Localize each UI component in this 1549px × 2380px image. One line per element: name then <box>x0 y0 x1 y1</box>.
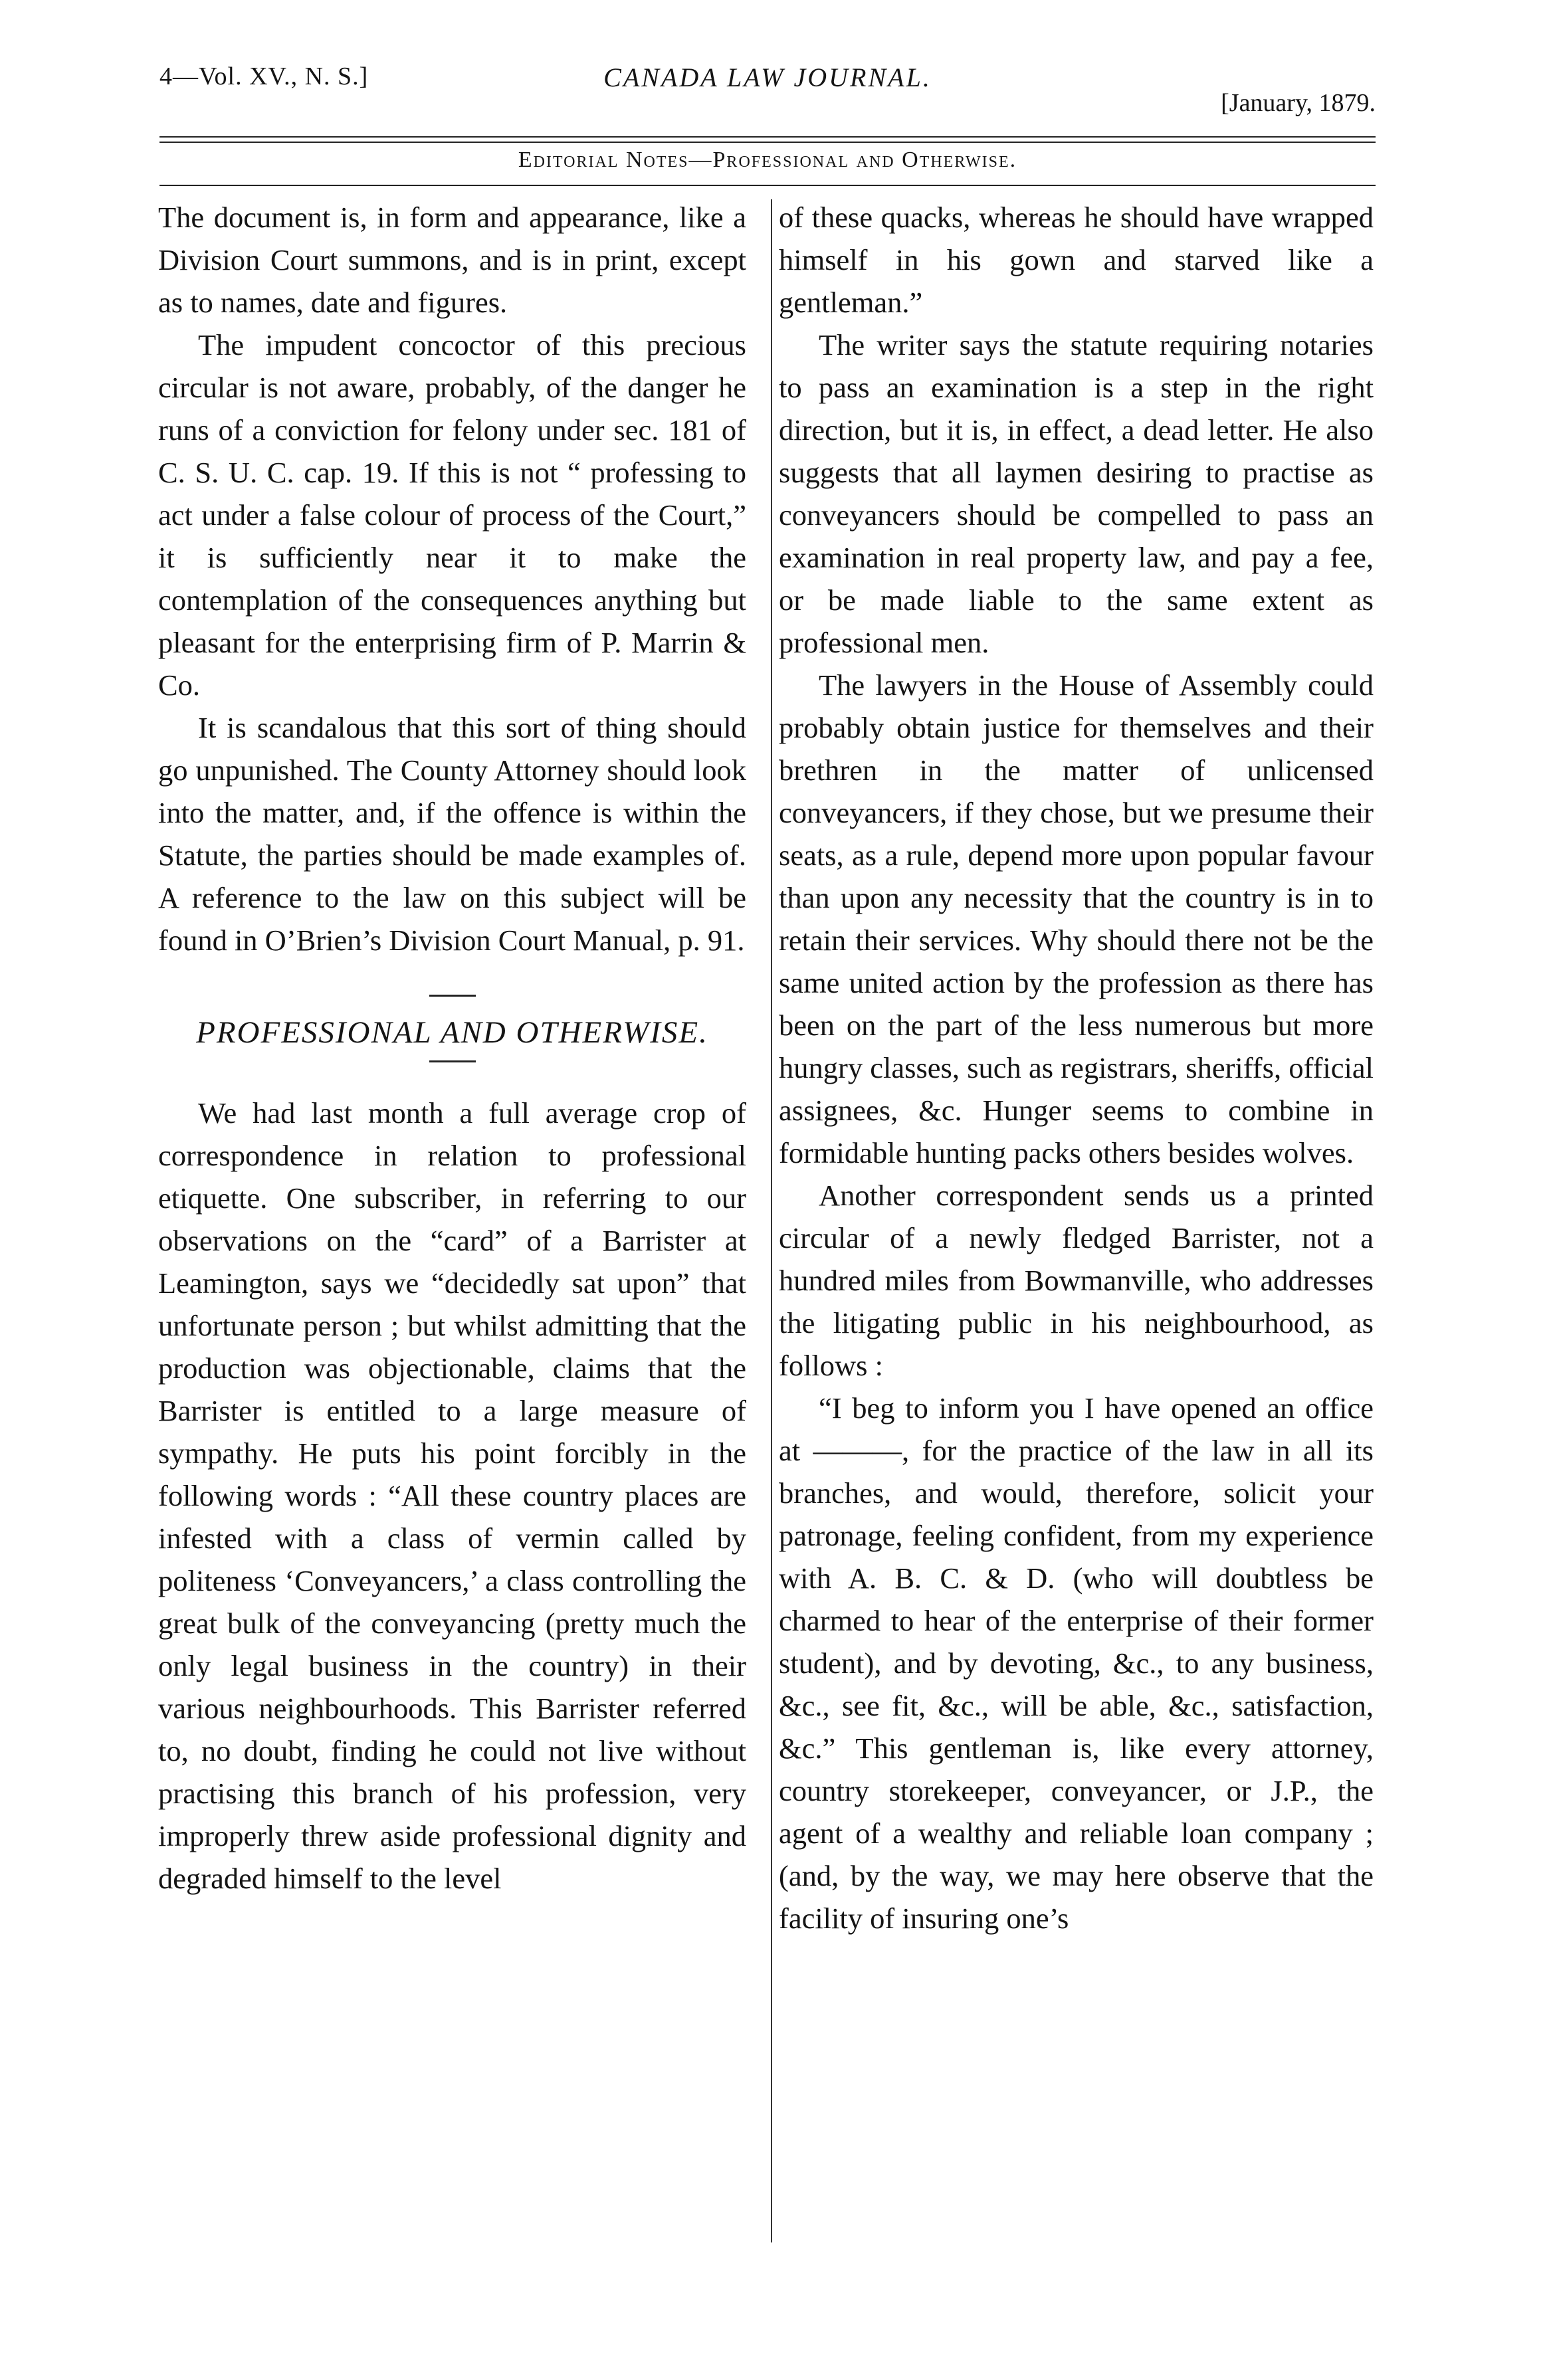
paragraph: We had last month a full average crop of correspondence in relation to professional etiquette. One subscriber, in referring to our observations on the “card” of a Barrister at Leamington, says we “decidedly sat upon” that unfortunate person ; but whilst admitting that the production was objectionable, claims that the Barrister is entitled to a large measure of sympathy. He puts his point forcibly in the following words : “All these country places are infested with a class of vermin called by politeness ‘Conveyancers,’ a class controlling the great bulk of the conveyancing (pretty much the only legal business in the country) in their various neighbourhoods. This Barrister referred to, no doubt, finding he could not live without practising this branch of his profession, very improperly threw aside professional dignity and degraded himself to the level <box>158 1096 746 1895</box>
quoted-circular: “I beg to inform you I have opened an office at ———, for the practice of the law in all its branches, and would, therefore, solicit your patronage, feeling confident, from my experience with A. B. C. & D. (who will doubtless be charmed to hear of the enterprise of their former student), and by devoting, &c., to any business, &c., see fit, &c., will be able, &c., satisfaction, &c.” This gentleman is, like every attorney, country storekeeper, conveyancer, or J.P., the agent of a wealthy and reliable loan company ; (and, by the way, we may here observe that the facility of insuring one’s <box>779 1391 1374 1935</box>
issue-date: [January, 1879. <box>1221 89 1376 117</box>
right-column <box>779 196 1374 1939</box>
paragraph: The impudent concoctor of this precious circular is not aware, probably, of the danger he runs of a conviction for felony under sec. 181 of C. S. U. C. cap. 19. If this is not “ professing to act under a false colour of process of the Court,” it is sufficiently near it to make the contemplation of the consequences anything but pleasant for the enterprising firm of P. Marrin & Co. <box>158 328 746 702</box>
column-divider <box>771 199 772 2242</box>
left-column <box>158 196 746 1900</box>
header-rule-double <box>159 142 1376 143</box>
section-rule <box>429 995 476 997</box>
section-subheader: Editorial Notes—Professional and Otherwise. <box>518 148 1017 172</box>
section-title: PROFESSIONAL AND OTHERWISE. <box>196 1015 708 1050</box>
paragraph: The writer says the statute requiring notaries to pass an examination is a step in the right direction, but it is, in effect, a dead letter. He also suggests that all laymen desiring to practise as conveyancers should be compelled to pass an examination in real property law, and pay a fee, or be made liable to the same extent as professional men. <box>779 328 1374 659</box>
journal-title: CANADA LAW JOURNAL. <box>603 62 932 92</box>
header-rule <box>159 136 1376 138</box>
running-header <box>159 50 1376 117</box>
section-rule <box>429 1060 476 1062</box>
paragraph: of these quacks, whereas he should have wrapped himself in his gown and starved like a gentleman.” <box>779 201 1374 319</box>
paragraph: Another correspondent sends us a printed circular of a newly fledged Barrister, not a hundred miles from Bowmanville, who addresses the litigating public in his neighbourhood, as follows : <box>779 1179 1374 1382</box>
subheader-rule <box>159 185 1376 186</box>
paragraph: It is scandalous that this sort of thing should go unpunished. The County Attorney should look into the matter, and, if the offence is within the Statute, the parties should be made examples of. A reference to the law on this subject will be found in O’Brien’s Division Court Manual, p. 91. <box>158 711 746 957</box>
paragraph: The document is, in form and appearance, like a Division Court summons, and is in print, except as to names, date and figures. <box>158 201 746 319</box>
paragraph: The lawyers in the House of Assembly could probably obtain justice for themselves and their brethren in the matter of unlicensed conveyancers, if they chose, but we presume their seats, as a rule, depend more upon popular favour than upon any necessity that the country is in to retain their services. Why should there not be the same united action by the profession as there has been on the part of the less numerous but more hungry classes, such as registrars, sheriffs, official assignees, &c. Hunger seems to combine in formidable hunting packs others besides wolves. <box>779 668 1374 1169</box>
volume-label: 4—Vol. XV., N. S.] <box>159 62 369 90</box>
